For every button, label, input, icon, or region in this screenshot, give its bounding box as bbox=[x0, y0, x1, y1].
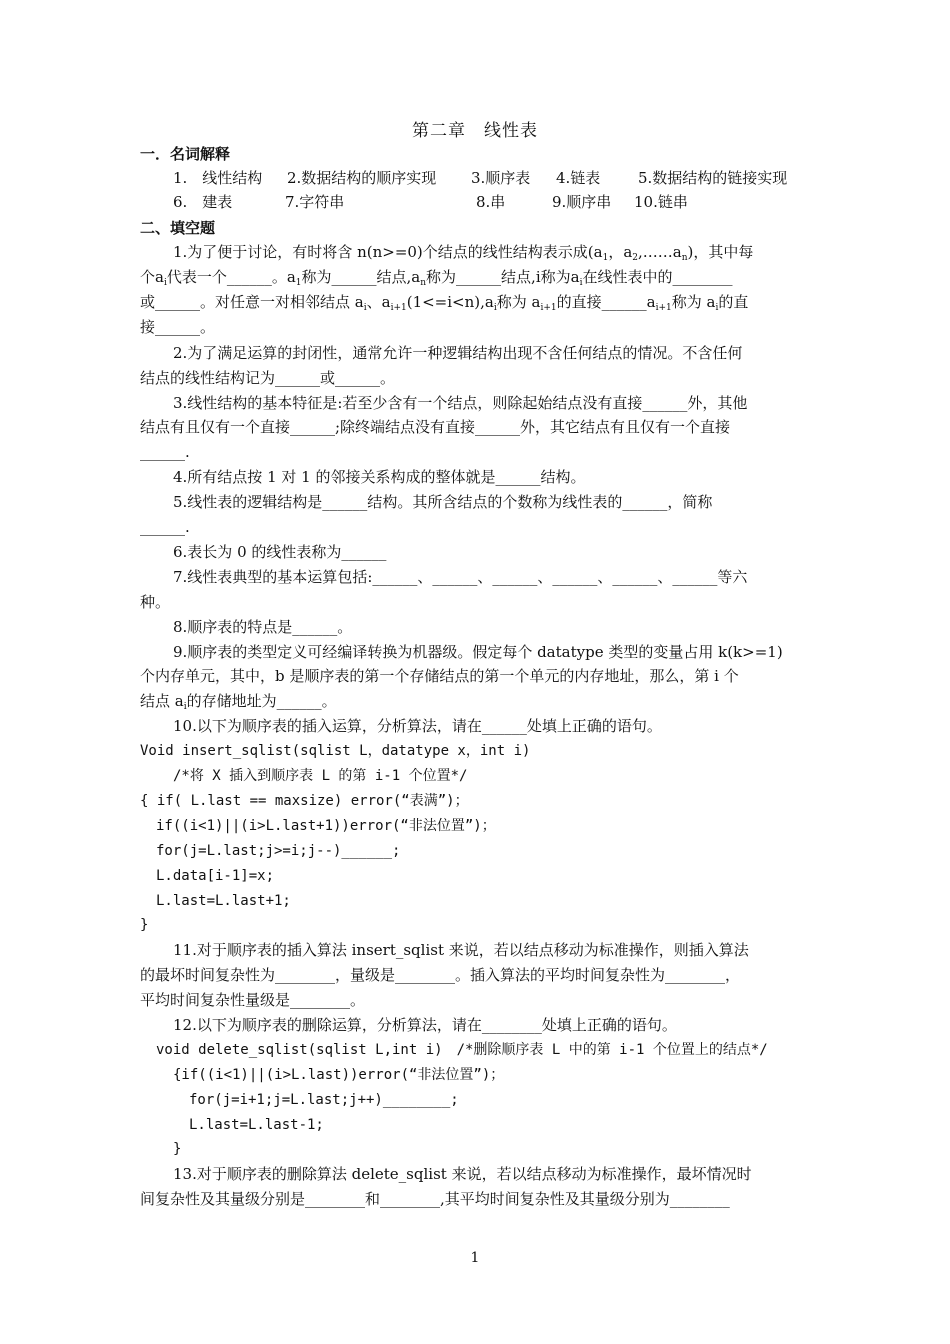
question-7-line: 种。 bbox=[140, 593, 171, 611]
question-3-line: 3.线性结构的基本特征是:若至少含有一个结点，则除起始结点没有直接______外，其他 bbox=[173, 394, 748, 412]
question-10-line: 10.以下为顺序表的插入运算，分析算法，请在______处填上正确的语句。 bbox=[173, 717, 662, 735]
term-item: 4.链表 bbox=[556, 169, 601, 187]
code-line: if((i<1)||(i>L.last+1))error(“非法位置”)； bbox=[156, 818, 496, 834]
code-line: for(j=L.last;j>=i;j--)______; bbox=[156, 843, 401, 859]
question-13-line: 间复杂性及其量级分别是________和________,其平均时间复杂性及其量级分别为________ bbox=[140, 1190, 730, 1208]
code-comment: /*将 X 插入到顺序表 L 的第 i-1 个位置*/ bbox=[173, 768, 468, 784]
question-9-line: 9.顺序表的类型定义可经编译转换为机器级。假定每个 datatype 类型的变量占用 k(k>=1) bbox=[173, 643, 783, 661]
question-7-line: 7.线性表典型的基本运算包括:______、______、______、______、______、______等六 bbox=[173, 568, 748, 586]
code-line: void delete_sqlist(sqlist L,int i) /*删除顺序表 L 中的第 i-1 个位置上的结点*/ bbox=[156, 1042, 768, 1058]
term-item: 5.数据结构的链接实现 bbox=[638, 169, 788, 187]
code-line: { if( L.last == maxsize) error(“表满”)； bbox=[140, 793, 469, 809]
term-item: 9.顺序串 bbox=[552, 193, 612, 211]
question-1-line: 1.为了便于讨论，有时将含 n(n>=0)个结点的线性结构表示成($a_1$，$a_2,\dots\dots a_n$)，其中每 bbox=[173, 243, 754, 263]
question-2-line: 结点的线性结构记为______或______。 bbox=[140, 369, 396, 387]
term-item: 3.顺序表 bbox=[471, 169, 531, 187]
question-9-line: 结点 $a_i$的存储地址为______。 bbox=[140, 692, 337, 712]
term-item: 6. 建表 bbox=[173, 193, 233, 211]
question-8-line: 8.顺序表的特点是______。 bbox=[173, 618, 353, 636]
term-item: 8.串 bbox=[476, 193, 506, 211]
page-number: 1 bbox=[470, 1250, 480, 1266]
code-line: } bbox=[140, 917, 149, 933]
code-line: L.data[i-1]=x; bbox=[156, 868, 275, 884]
question-9-line: 个内存单元，其中，b 是顺序表的第一个存储结点的第一个单元的内存地址，那么，第 i 个 bbox=[140, 667, 739, 685]
question-1-line: 个$a_i$代表一个______。$a_1$称为______结点$,a_n$称为______结点,i称为$a_i$在线性表中的________ bbox=[140, 268, 733, 288]
code-line: L.last=L.last-1; bbox=[189, 1117, 324, 1133]
term-item: 7.字符串 bbox=[285, 193, 345, 211]
question-3-line: 结点有且仅有一个直接______;除终端结点没有直接______外，其它结点有且仅有一个直接 bbox=[140, 418, 731, 436]
code-line: L.last=L.last+1; bbox=[156, 893, 291, 909]
term-item: 2.数据结构的顺序实现 bbox=[287, 169, 437, 187]
code-line: } bbox=[173, 1141, 182, 1157]
question-1-line: 接______。 bbox=[140, 318, 216, 336]
question-11-line: 的最坏时间复杂性为________，量级是________。插入算法的平均时间复杂性为________， bbox=[140, 966, 741, 984]
question-11-line: 11.对于顺序表的插入算法 insert_sqlist 来说，若以结点移动为标准操作，则插入算法 bbox=[173, 941, 749, 959]
section-heading-fill-blank: 二、填空题 bbox=[140, 219, 216, 237]
question-12-line: 12.以下为顺序表的删除运算，分析算法，请在________处填上正确的语句。 bbox=[173, 1016, 677, 1034]
chapter-title: 第二章 线性表 bbox=[412, 121, 538, 141]
question-5-line: 5.线性表的逻辑结构是______结构。其所含结点的个数称为线性表的______，简称 bbox=[173, 493, 713, 511]
section-heading-terms: 一．名词解释 bbox=[140, 145, 231, 163]
question-3-line: ______. bbox=[140, 443, 190, 461]
code-line: for(j=i+1;j=L.last;j++)________; bbox=[189, 1092, 459, 1108]
term-item: 1. 线性结构 bbox=[173, 169, 263, 187]
question-11-line: 平均时间复杂性量级是________。 bbox=[140, 991, 366, 1009]
question-2-line: 2.为了满足运算的封闭性，通常允许一种逻辑结构出现不含任何结点的情况。不含任何 bbox=[173, 344, 743, 362]
code-line: {if((i<1)||(i>L.last))error(“非法位置”)； bbox=[173, 1067, 505, 1083]
question-13-line: 13.对于顺序表的删除算法 delete_sqlist 来说，若以结点移动为标准操作，最坏情况时 bbox=[173, 1165, 752, 1183]
question-6-line: 6.表长为 0 的线性表称为______ bbox=[173, 543, 387, 561]
question-5-line: ______. bbox=[140, 518, 190, 536]
term-item: 10.链串 bbox=[634, 193, 688, 211]
question-1-line: 或______。对任意一对相邻结点 $a_i$、$a_{i+1}(1<=i<n),a_i$称为 $a_{i+1}$的直接$\_\_\_\_\_\_a_{i+1}$称为 $a_i$的直 bbox=[140, 293, 749, 313]
question-4-line: 4.所有结点按 1 对 1 的邻接关系构成的整体就是______结构。 bbox=[173, 468, 586, 486]
code-line: Void insert_sqlist(sqlist L，datatype x，int i) bbox=[140, 743, 531, 759]
